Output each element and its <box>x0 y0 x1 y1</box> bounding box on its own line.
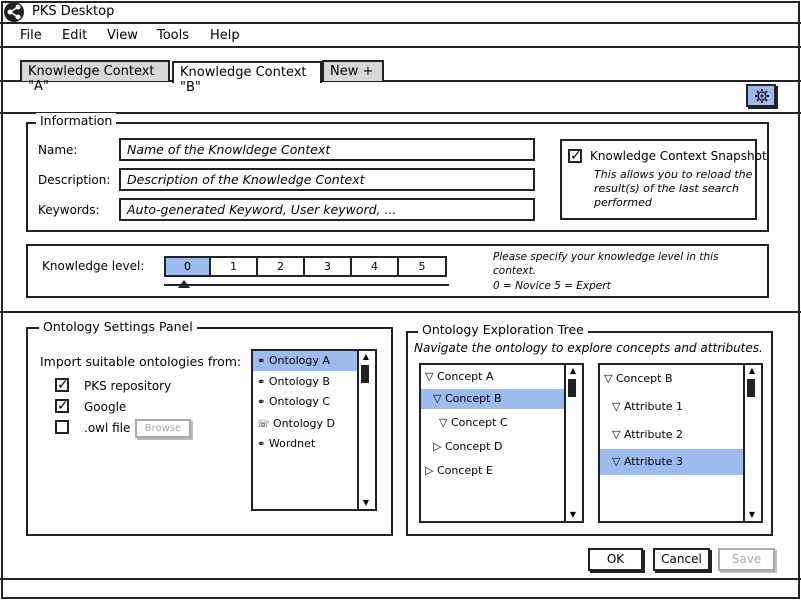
app-logo-icon <box>3 1 25 23</box>
scroll-up-icon[interactable]: ▲ <box>362 352 370 361</box>
tab-label: Knowledge Context "B" <box>180 65 307 95</box>
menu-edit[interactable]: Edit <box>62 28 88 43</box>
collapsed-triangle-icon: ▷ <box>433 440 442 453</box>
owl-file-label: .owl file <box>84 421 131 435</box>
expanded-triangle-icon: ▽ <box>612 455 621 468</box>
level-0[interactable]: 0 <box>164 256 211 277</box>
level-3[interactable]: 3 <box>305 256 352 277</box>
level-5[interactable]: 5 <box>399 256 447 277</box>
snapshot-help-line-1: This allows you to reload the <box>594 168 753 181</box>
pks-repository-label: PKS repository <box>84 379 172 393</box>
menu-file[interactable]: File <box>20 28 42 43</box>
divider <box>0 311 801 313</box>
tree-node-attribute-1[interactable]: ▽ Attribute 1 <box>612 400 684 413</box>
google-label: Google <box>84 400 127 414</box>
expanded-triangle-icon: ▽ <box>439 416 448 429</box>
tab-new[interactable] <box>322 60 384 81</box>
attribute-tree-scrollbar[interactable] <box>743 365 761 521</box>
keywords-input[interactable]: Auto-generated Keyword, User keyword, ... <box>119 198 535 221</box>
settings-button[interactable] <box>746 84 776 107</box>
level-1[interactable]: 1 <box>211 256 258 277</box>
concept-tree-scrollbar[interactable] <box>564 365 582 521</box>
menu-help[interactable]: Help <box>210 28 240 43</box>
knowledge-help-line-2: context. <box>493 265 537 277</box>
snapshot-label: Knowledge Context Snapshot <box>590 149 767 163</box>
knowledge-help-line-3: 0 = Novice 5 = Expert <box>493 280 611 292</box>
exploration-hint: Navigate the ontology to explore concepts and attributes. <box>414 341 763 355</box>
tree-node-concept-d[interactable]: ▷ Concept D <box>433 440 503 453</box>
level-4[interactable]: 4 <box>352 256 399 277</box>
scroll-down-icon[interactable]: ▼ <box>569 510 577 519</box>
browse-button[interactable]: Browse <box>135 419 191 438</box>
window-title: PKS Desktop <box>32 4 115 19</box>
scroll-up-icon[interactable]: ▲ <box>569 366 577 375</box>
cancel-button[interactable]: Cancel <box>653 548 710 571</box>
collapsed-triangle-icon: ▷ <box>425 464 434 477</box>
tree-node-attribute-3[interactable]: ▽ Attribute 3 <box>600 449 743 475</box>
level-2[interactable]: 2 <box>258 256 305 277</box>
link-icon: ⚭ <box>257 356 266 367</box>
ontology-item-a[interactable]: ⚭ Ontology A <box>253 351 357 371</box>
tab-knowledge-context-a[interactable] <box>20 60 170 94</box>
tree-node-attribute-2[interactable]: ▽ Attribute 2 <box>612 428 684 441</box>
link-icon: ⚭ <box>257 377 266 388</box>
scroll-up-icon[interactable]: ▲ <box>748 366 756 375</box>
divider <box>0 112 801 114</box>
expanded-triangle-icon: ▽ <box>425 370 434 383</box>
knowledge-level-label: Knowledge level: <box>42 259 145 273</box>
scroll-thumb[interactable] <box>568 379 576 397</box>
google-checkbox[interactable]: ✓ <box>57 398 69 414</box>
name-label: Name: <box>38 143 78 157</box>
knowledge-help-line-1: Please specify your knowledge level in this <box>493 251 719 263</box>
level-slider-track[interactable] <box>164 284 449 286</box>
import-label: Import suitable ontologies from: <box>40 354 242 369</box>
gear-icon <box>754 88 770 104</box>
expanded-triangle-icon: ▽ <box>604 372 613 385</box>
snapshot-help-line-2: result(s) of the last search <box>594 182 739 195</box>
snapshot-help-line-3: performed <box>594 196 652 209</box>
information-legend: Information <box>36 113 116 128</box>
expanded-triangle-icon: ▽ <box>612 428 621 441</box>
scroll-down-icon[interactable]: ▼ <box>748 510 756 519</box>
expanded-triangle-icon: ▽ <box>612 400 621 413</box>
tree-node-concept-e[interactable]: ▷ Concept E <box>425 464 493 477</box>
menu-tools[interactable]: Tools <box>157 28 190 43</box>
ontology-item-c[interactable]: ⚭ Ontology C <box>257 395 331 408</box>
tree-node-concept-b[interactable]: ▽ Concept B <box>421 389 564 409</box>
ontology-item-d[interactable]: ☏ Ontology D <box>257 417 335 430</box>
owl-file-checkbox[interactable] <box>55 420 69 434</box>
tree-node-concept-b-root[interactable]: ▽ Concept B <box>604 372 673 385</box>
scroll-down-icon[interactable]: ▼ <box>362 498 370 507</box>
save-button[interactable]: Save <box>718 548 775 571</box>
expanded-triangle-icon: ▽ <box>433 392 442 405</box>
keywords-label: Keywords: <box>38 203 100 217</box>
scroll-thumb[interactable] <box>361 365 369 383</box>
name-input[interactable]: Name of the Knowldege Context <box>119 138 535 161</box>
description-label: Description: <box>38 173 111 187</box>
link-icon: ⚭ <box>257 397 266 408</box>
ontology-item-b[interactable]: ⚭ Ontology B <box>257 375 330 388</box>
tab-label: Knowledge Context "A" <box>28 64 155 94</box>
ontology-item-wordnet[interactable]: ⚭ Wordnet <box>257 437 316 450</box>
globe-icon: ☏ <box>257 419 270 430</box>
level-slider-thumb-icon[interactable] <box>178 280 190 288</box>
title-bar <box>0 0 801 24</box>
description-input[interactable]: Description of the Knowledge Context <box>119 168 535 191</box>
scroll-thumb[interactable] <box>747 379 755 397</box>
snapshot-checkbox[interactable]: ✓ <box>570 148 582 164</box>
ontology-exploration-legend: Ontology Exploration Tree <box>418 322 588 337</box>
ok-button[interactable]: OK <box>588 548 643 571</box>
concept-tree[interactable] <box>419 363 584 523</box>
menu-view[interactable]: View <box>107 28 138 43</box>
attribute-tree[interactable] <box>598 363 763 523</box>
ontology-list[interactable] <box>251 349 377 511</box>
status-bar-divider <box>0 578 801 580</box>
link-icon: ⚭ <box>257 439 266 450</box>
tab-label: New + <box>330 64 374 79</box>
ontology-settings-legend: Ontology Settings Panel <box>39 319 197 334</box>
tab-knowledge-context-b[interactable] <box>172 61 322 95</box>
ontology-list-scrollbar[interactable] <box>357 351 375 509</box>
tree-node-concept-c[interactable]: ▽ Concept C <box>439 416 508 429</box>
tree-node-concept-a[interactable]: ▽ Concept A <box>425 370 494 383</box>
pks-repository-checkbox[interactable]: ✓ <box>57 377 69 393</box>
